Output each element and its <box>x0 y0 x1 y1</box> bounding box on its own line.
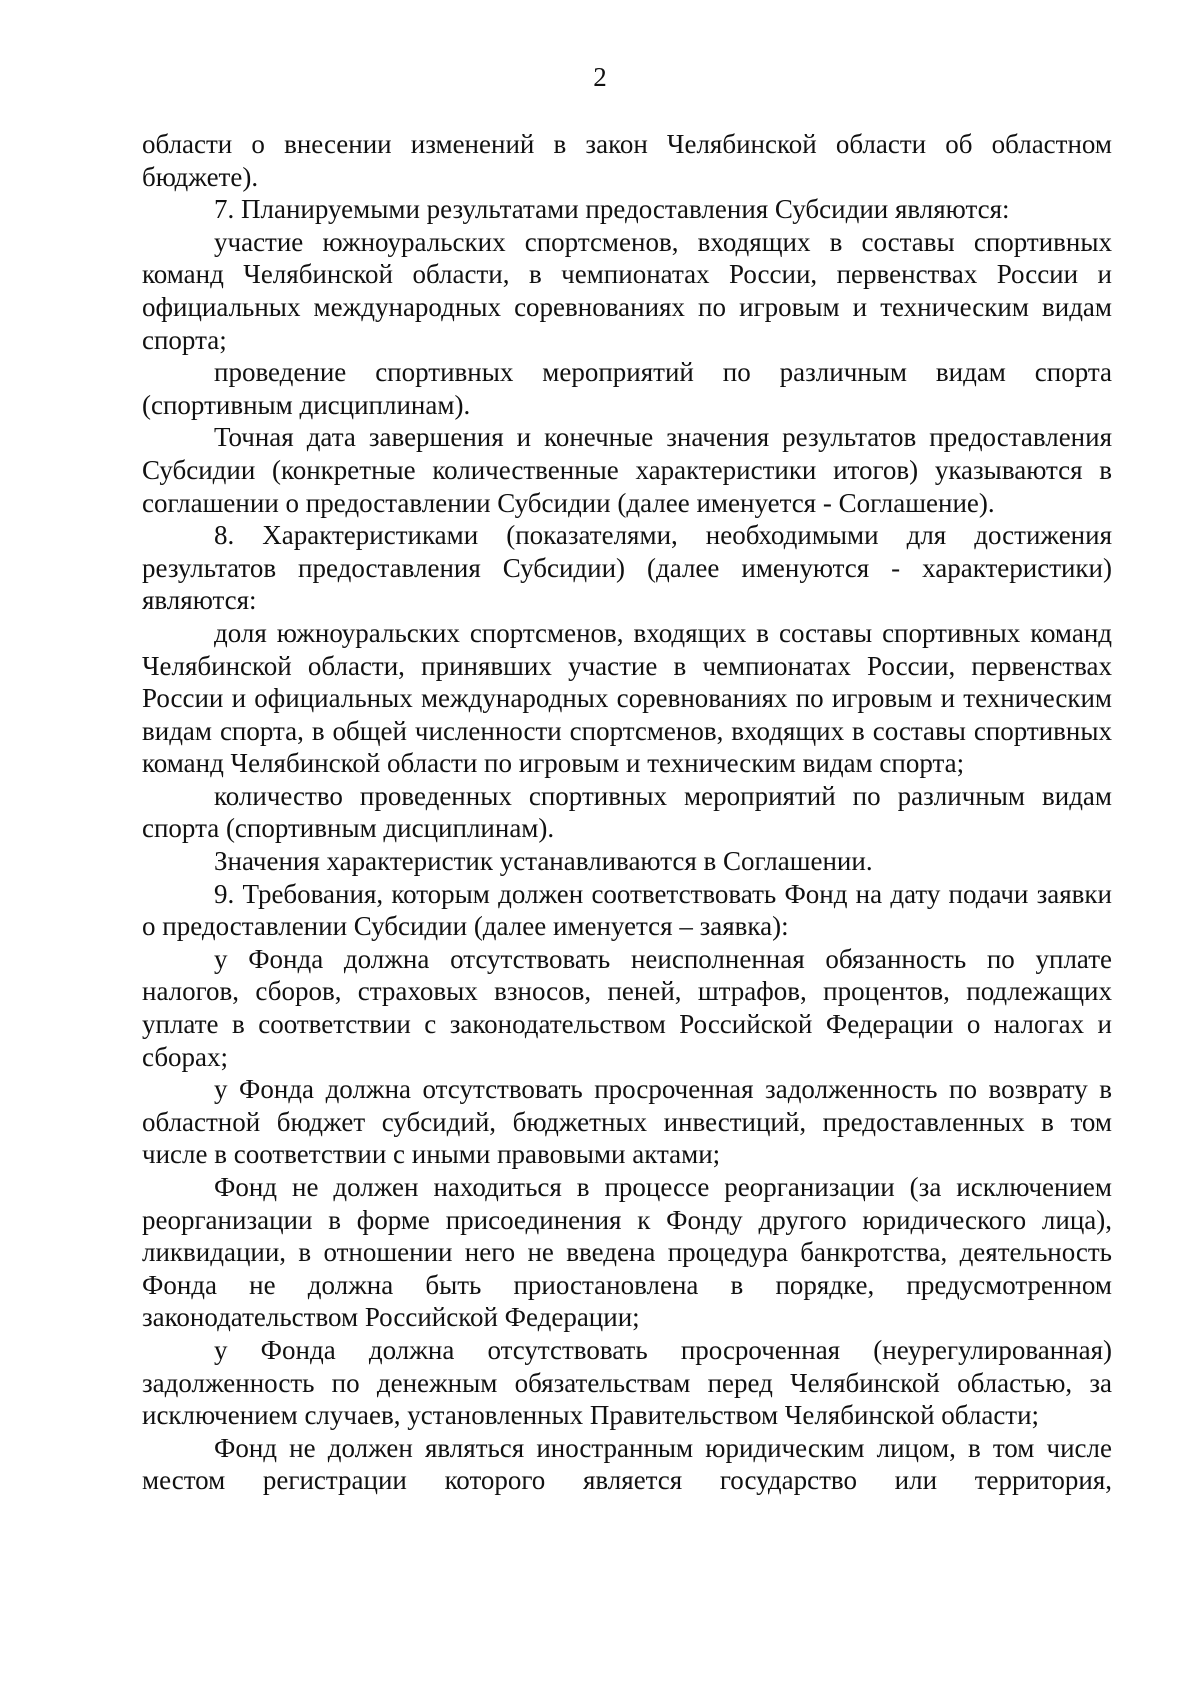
paragraph-requirement-debt: у Фонда должна отсутствовать просроченная задолженность по возврату в областной бюджет субсидий, бюджетных инвестиций, предоставленных в том числе в соответствии с иными правовыми актами; <box>142 1074 1112 1170</box>
paragraph-result-participation: участие южноуральских спортсменов, входящих в составы спортивных команд Челябинской области, в чемпионатах России, первенствах России и официальных международных соревнованиях по игровым и техническим видам спорта; <box>142 226 1112 355</box>
paragraph-characteristic-share: доля южноуральских спортсменов, входящих в составы спортивных команд Челябинской области, принявших участие в чемпионатах России, первенствах России и официальных международных соревнованиях по игровым и техническим видам спорта, в общей численности спортсменов, входящих в составы спортивных команд Челябинской области по игровым и техническим видам спорта; <box>142 617 1112 779</box>
paragraph-item-7: 7. Планируемыми результатами предоставления Субсидии являются: <box>214 194 1010 225</box>
paragraph-item-9: 9. Требования, которым должен соответствовать Фонд на дату подачи заявки о предоставлении Субсидии (далее именуется – заявка): <box>142 878 1112 942</box>
paragraph-requirement-foreign: Фонд не должен являться иностранным юридическим лицом, в том числе местом регистрации которого является государство или территория, <box>142 1432 1112 1496</box>
page-number: 2 <box>593 62 607 92</box>
paragraph-requirement-reorganization: Фонд не должен находиться в процессе реорганизации (за исключением реорганизации в форме присоединения к Фонду другого юридического лица), ликвидации, в отношении него не введена процедура банкротства, деятельность Фонда не должна быть приостановлена в порядке, предусмотренном законодательством Российской Федерации; <box>142 1172 1112 1333</box>
paragraph-characteristic-values: Значения характеристик устанавливаются в Соглашении. <box>214 846 873 877</box>
paragraph-result-date: Точная дата завершения и конечные значения результатов предоставления Субсидии (конкретные количественные характеристики итогов) указываются в соглашении о предоставлении Субсидии (далее именуется - Соглашение). <box>142 422 1112 518</box>
paragraph-requirement-obligations: у Фонда должна отсутствовать просроченная (неурегулированная) задолженность по денежным обязательствам перед Челябинской областью, за исключением случаев, установленных Правительством Челябинской области; <box>142 1334 1112 1431</box>
paragraph-characteristic-count: количество проведенных спортивных мероприятий по различным видам спорта (спортивным дисциплинам). <box>142 780 1112 844</box>
document-body <box>142 128 1112 1497</box>
paragraph-result-events: проведение спортивных мероприятий по различным видам спорта (спортивным дисциплинам). <box>142 357 1112 420</box>
paragraph-item-8: 8. Характеристиками (показателями, необходимыми для достижения результатов предоставления Субсидии) (далее именуются - характеристики) являются: <box>142 520 1112 616</box>
paragraph-continuation: области о внесении изменений в закон Челябинской области об областном бюджете). <box>142 129 1112 192</box>
paragraph-requirement-taxes: у Фонда должна отсутствовать неисполненная обязанность по уплате налогов, сборов, страховых взносов, пеней, штрафов, процентов, подлежащих уплате в соответствии с законодательством Российской Федерации о налогах и сборах; <box>142 943 1112 1072</box>
